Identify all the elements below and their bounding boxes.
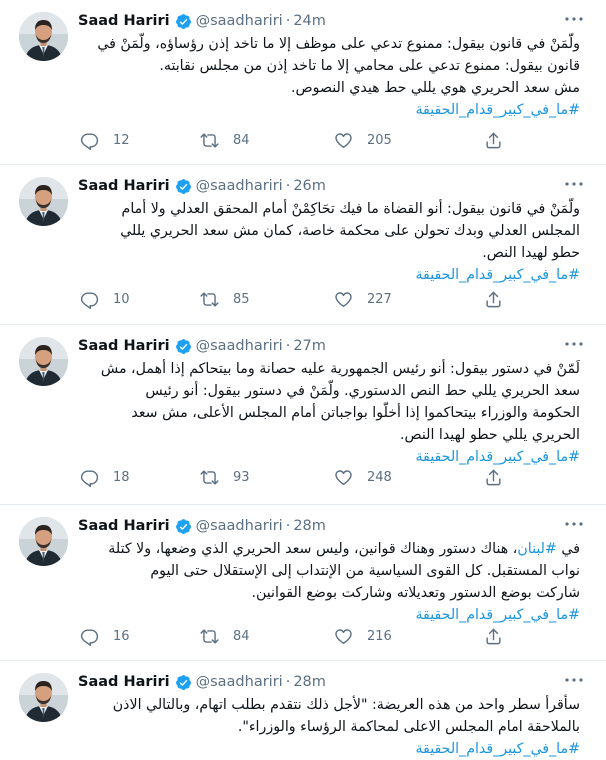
tweet-timestamp[interactable]: 28m xyxy=(293,674,326,690)
tweet-text-line: قانون بيقول: ممنوع تدعي على محامي إلا ما تاخد إذن من مجلس نقابته. xyxy=(159,58,580,74)
like-count: 216 xyxy=(367,629,392,644)
verified-badge-icon xyxy=(175,338,192,355)
separator-dot: · xyxy=(285,13,291,29)
author-name[interactable]: Saad Hariri xyxy=(78,674,170,690)
avatar[interactable] xyxy=(19,177,68,226)
author-name[interactable]: Saad Hariri xyxy=(78,178,170,194)
tweet-timestamp[interactable]: 27m xyxy=(293,338,326,354)
hashtag-link[interactable]: #ما_في_كبير_قدام_الحقيقة xyxy=(415,449,580,465)
avatar[interactable] xyxy=(19,673,68,722)
tweet-text-line: حطو لهيدا النص. xyxy=(482,245,580,261)
tweet-text xyxy=(78,198,580,286)
separator-dot: · xyxy=(285,674,291,690)
like-heart-icon xyxy=(334,131,353,150)
author-name[interactable]: Saad Hariri xyxy=(78,13,170,29)
reply-button[interactable] xyxy=(80,468,130,487)
reply-count: 18 xyxy=(113,470,130,485)
retweet-icon xyxy=(200,468,219,487)
tweet[interactable] xyxy=(0,661,606,760)
author-name[interactable]: Saad Hariri xyxy=(78,518,170,534)
author-handle[interactable]: @saadhariri xyxy=(195,13,283,29)
tweet-text-line: سأقرأ سطر واحد من هذه العريضة: "لأجل ذلك نتقدم بطلب اتهام، وبالتالي الاذن xyxy=(112,697,580,713)
tweet-header xyxy=(78,335,326,357)
tweet-text xyxy=(78,33,580,121)
retweet-count: 93 xyxy=(233,470,250,485)
tweet-text-line: نواب المستقبل. كل القوى السياسية من الإنتداب إلى الإستقلال حتى اليوم xyxy=(150,563,580,579)
tweet-text-line: شاركت بوضع الدستور وتعديلاته وشاركت بوضع القوانين. xyxy=(251,585,580,601)
share-icon xyxy=(484,627,503,646)
tweet[interactable] xyxy=(0,165,606,325)
retweet-count: 85 xyxy=(233,292,250,307)
separator-dot: · xyxy=(285,338,291,354)
tweet-header xyxy=(78,175,326,197)
more-options-icon[interactable] xyxy=(562,671,586,689)
tweet-text-line: المجلس العدلي وبدك تحولن على محكمة خاصة، كمان مش سعد الحريري يللي xyxy=(120,223,580,239)
avatar-photo-icon xyxy=(19,12,68,61)
tweet[interactable] xyxy=(0,505,606,661)
hashtag-link[interactable]: #ما_في_كبير_قدام_الحقيقة xyxy=(415,741,580,757)
reply-count: 16 xyxy=(113,629,130,644)
avatar-photo-icon xyxy=(19,177,68,226)
tweet-text xyxy=(78,358,580,468)
share-button[interactable] xyxy=(484,131,517,150)
like-count: 248 xyxy=(367,470,392,485)
like-count: 205 xyxy=(367,133,392,148)
like-button[interactable] xyxy=(334,290,392,309)
tweet-text-line: مش سعد الحريري هوي يللي حط هيدي النصوص. xyxy=(290,80,580,96)
retweet-button[interactable] xyxy=(200,627,250,646)
share-button[interactable] xyxy=(484,290,517,309)
retweet-button[interactable] xyxy=(200,290,250,309)
reply-icon xyxy=(80,468,99,487)
reply-button[interactable] xyxy=(80,290,130,309)
reply-icon xyxy=(80,131,99,150)
hashtag-link[interactable]: #ما_في_كبير_قدام_الحقيقة xyxy=(415,607,580,623)
tweet-actions xyxy=(78,468,518,488)
like-button[interactable] xyxy=(334,627,392,646)
retweet-icon xyxy=(200,627,219,646)
avatar-photo-icon xyxy=(19,673,68,722)
tweet-text xyxy=(78,538,580,626)
tweet-actions xyxy=(78,627,518,647)
author-handle[interactable]: @saadhariri xyxy=(195,178,283,194)
reply-button[interactable] xyxy=(80,627,130,646)
more-options-icon[interactable] xyxy=(562,175,586,193)
tweet[interactable] xyxy=(0,325,606,505)
hashtag-link[interactable]: #ما_في_كبير_قدام_الحقيقة xyxy=(415,102,580,118)
avatar[interactable] xyxy=(19,12,68,61)
verified-badge-icon xyxy=(175,674,192,691)
retweet-count: 84 xyxy=(233,629,250,644)
verified-badge-icon xyxy=(175,518,192,535)
reply-count: 12 xyxy=(113,133,130,148)
tweet-header xyxy=(78,515,326,537)
tweet-timestamp[interactable]: 24m xyxy=(293,13,326,29)
more-options-icon[interactable] xyxy=(562,335,586,353)
tweet-timestamp[interactable]: 28m xyxy=(293,518,326,534)
verified-badge-icon xyxy=(175,13,192,30)
tweet-timestamp[interactable]: 26m xyxy=(293,178,326,194)
verified-badge-icon xyxy=(175,178,192,195)
author-name[interactable]: Saad Hariri xyxy=(78,338,170,354)
retweet-icon xyxy=(200,131,219,150)
more-options-icon[interactable] xyxy=(562,515,586,533)
tweet-text-line: سعد الحريري يللي حط النص الدستوري. ولّمَنْ في دستور بيقول: أنو رئيس xyxy=(145,383,580,399)
tweet-header xyxy=(78,10,326,32)
reply-count: 10 xyxy=(113,292,130,307)
tweet-text-line: في #لبنان، هناك دستور وهناك قوانين، وليس سعد الحريري الذي وضعها، ولا كتلة xyxy=(108,541,580,557)
more-options-icon[interactable] xyxy=(562,10,586,28)
tweet-text-line: الحكومة والوزراء بيتحاكموا إذا أخلّوا بواجباتن أمام المجلس الأعلى، مش سعد xyxy=(131,405,580,421)
share-button[interactable] xyxy=(484,627,517,646)
tweet[interactable] xyxy=(0,0,606,165)
avatar[interactable] xyxy=(19,337,68,386)
avatar[interactable] xyxy=(19,517,68,566)
hashtag-link[interactable]: #لبنان xyxy=(517,541,557,557)
tweet-text-line: بالملاحقة امام المجلس الاعلى لمحاكمة الرؤساء والوزراء". xyxy=(237,719,580,735)
share-icon xyxy=(484,468,503,487)
share-icon xyxy=(484,131,503,150)
retweet-count: 84 xyxy=(233,133,250,148)
avatar-photo-icon xyxy=(19,337,68,386)
retweet-button[interactable] xyxy=(200,131,250,150)
like-button[interactable] xyxy=(334,468,392,487)
retweet-button[interactable] xyxy=(200,468,250,487)
share-button[interactable] xyxy=(484,468,517,487)
reply-button[interactable] xyxy=(80,131,130,150)
share-icon xyxy=(484,290,503,309)
like-heart-icon xyxy=(334,627,353,646)
tweet-text xyxy=(78,694,580,760)
author-handle[interactable]: @saadhariri xyxy=(195,674,283,690)
retweet-icon xyxy=(200,290,219,309)
author-handle[interactable]: @saadhariri xyxy=(195,518,283,534)
like-count: 227 xyxy=(367,292,392,307)
like-button[interactable] xyxy=(334,131,392,150)
tweet-text-line: الحريري يللي حطو لهيدا النص. xyxy=(399,427,580,443)
avatar-photo-icon xyxy=(19,517,68,566)
like-heart-icon xyxy=(334,468,353,487)
reply-icon xyxy=(80,627,99,646)
tweet-text-line: ولّمَنْ في قانون بيقول: أنو القضاة ما فيك تحَاكِمْنْ أمام المحقق العدلي ولا أمام xyxy=(121,201,580,217)
reply-icon xyxy=(80,290,99,309)
separator-dot: · xyxy=(285,518,291,534)
tweet-header xyxy=(78,671,326,693)
like-heart-icon xyxy=(334,290,353,309)
author-handle[interactable]: @saadhariri xyxy=(195,338,283,354)
tweet-text-line: ولّمَنْ في قانون بيقول: ممنوع تدعي على موظف إلا ما تاخد إذن رؤساؤه، ولّمَنْ في xyxy=(97,36,580,52)
tweet-text-line: لَمّنْ في دستور بيقول: أنو رئيس الجمهورية عليه حصانة وما بيتحاكم إذا أهمل، مش xyxy=(100,361,580,377)
tweet-actions xyxy=(78,290,518,310)
hashtag-link[interactable]: #ما_في_كبير_قدام_الحقيقة xyxy=(415,267,580,283)
tweet-actions xyxy=(78,131,518,151)
separator-dot: · xyxy=(285,178,291,194)
